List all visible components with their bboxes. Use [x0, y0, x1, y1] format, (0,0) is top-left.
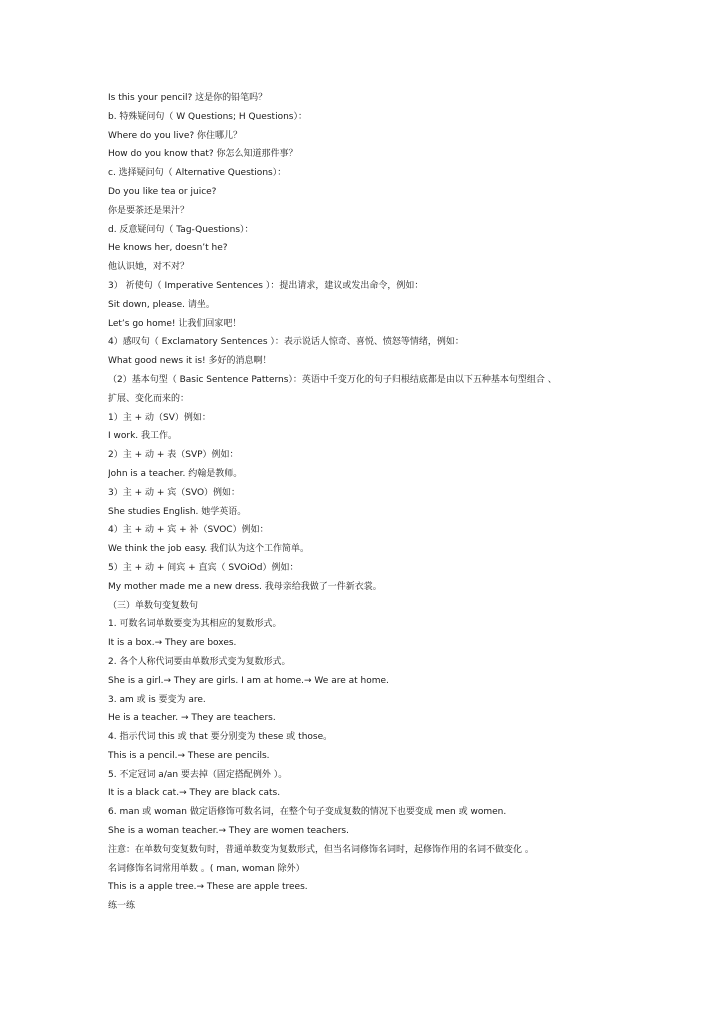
text-line: 3）主 + 动 + 宾（SVO）例如： [108, 487, 241, 498]
text-line: Where do you live? 你住哪儿？ [108, 130, 243, 141]
text-line: I work. 我工作。 [108, 431, 178, 442]
text-line: 2. 各个人称代词要由单数形式变为复数形式。 [108, 656, 291, 667]
text-line: 扩展、变化而来的： [108, 393, 190, 404]
text-line: My mother made me a new dress. 我母亲给我做了一件新衣裳。 [108, 581, 382, 592]
text-line: 注意：在单数句变复数句时，普通单数变为复数形式，但当名词修饰名词时，起修饰作用的名词不做变化 。 [108, 844, 534, 855]
text-line: （2）基本句型（ Basic Sentence Patterns）：英语中千变万化的句子归根结底都是由以下五种基本句型组合 、 [108, 374, 557, 385]
text-line: 5）主 + 动 + 间宾 + 直宾（ SVOiOd）例如： [108, 562, 299, 573]
text-line: It is a black cat.→ They are black cats. [108, 788, 281, 799]
text-line: She is a girl.→ They are girls. I am at home.→ We are at home. [108, 675, 389, 686]
text-line: She studies English. 她学英语。 [108, 506, 247, 517]
text-line: She is a woman teacher.→ They are women teachers. [108, 826, 349, 837]
text-line: 1. 可数名词单数要变为其相应的复数形式。 [108, 619, 282, 630]
text-line: 3） 祈使句（ Imperative Sentences ）：提出请求，建议或发出命令，例如： [108, 280, 424, 291]
text-line: 他认识她，对不对？ [108, 262, 190, 273]
text-line: 5. 不定冠词 a/an 要去掉（固定搭配例外 ）。 [108, 769, 288, 780]
text-line: d. 反意疑问句（ Tag-Questions）： [108, 224, 254, 235]
text-line: 3. am 或 is 要变为 are. [108, 694, 206, 705]
text-line: （三）单数句变复数句 [108, 600, 199, 611]
text-line: 4）感叹句（ Exclamatory Sentences ）：表示说话人惊奇、喜悦、愤怒等情绪，例如： [108, 337, 464, 348]
text-line: 4）主 + 动 + 宾 + 补（SVOC）例如： [108, 525, 269, 536]
text-line: 4. 指示代词 this 或 that 要分别变为 these 或 those。 [108, 732, 333, 743]
text-line: He knows her, doesn’t he? [108, 243, 228, 254]
text-line: This is a pencil.→ These are pencils. [108, 750, 270, 761]
text-line: 6. man 或 woman 做定语修饰可数名词，在整个句子变成复数的情况下也要变成 men 或 women. [108, 807, 507, 818]
text-line: 练一练 [108, 901, 136, 912]
text-line: This is a apple tree.→ These are apple trees. [108, 882, 308, 893]
text-line: 1）主 + 动（SV）例如： [108, 412, 211, 423]
text-line: Do you like tea or juice? [108, 186, 217, 197]
text-line: Is this your pencil? 这是你的铅笔吗？ [108, 93, 268, 103]
text-line: 2）主 + 动 + 表（SVP）例如： [108, 450, 239, 461]
text-line: Let’s go home! 让我们回家吧！ [108, 318, 242, 329]
text-line: How do you know that? 你怎么知道那件事？ [108, 149, 298, 160]
text-line: 你是要茶还是果汁？ [108, 205, 190, 216]
text-line: 名词修饰名词常用单数 。( man, woman 除外） [108, 863, 305, 874]
text-line: We think the job easy. 我们认为这个工作简单。 [108, 544, 309, 555]
document-body [108, 89, 618, 916]
text-line: What good news it is! 多好的消息啊！ [108, 356, 272, 367]
text-line: c. 选择疑问句（ Alternative Questions）： [108, 168, 287, 179]
text-line: It is a box.→ They are boxes. [108, 638, 237, 649]
text-line: Sit down, please. 请坐。 [108, 299, 215, 310]
text-line: b. 特殊疑问句（ W Questions; H Questions）： [108, 111, 307, 122]
text-line: He is a teacher. → They are teachers. [108, 713, 276, 724]
text-line: John is a teacher. 约翰是教师。 [108, 468, 243, 479]
